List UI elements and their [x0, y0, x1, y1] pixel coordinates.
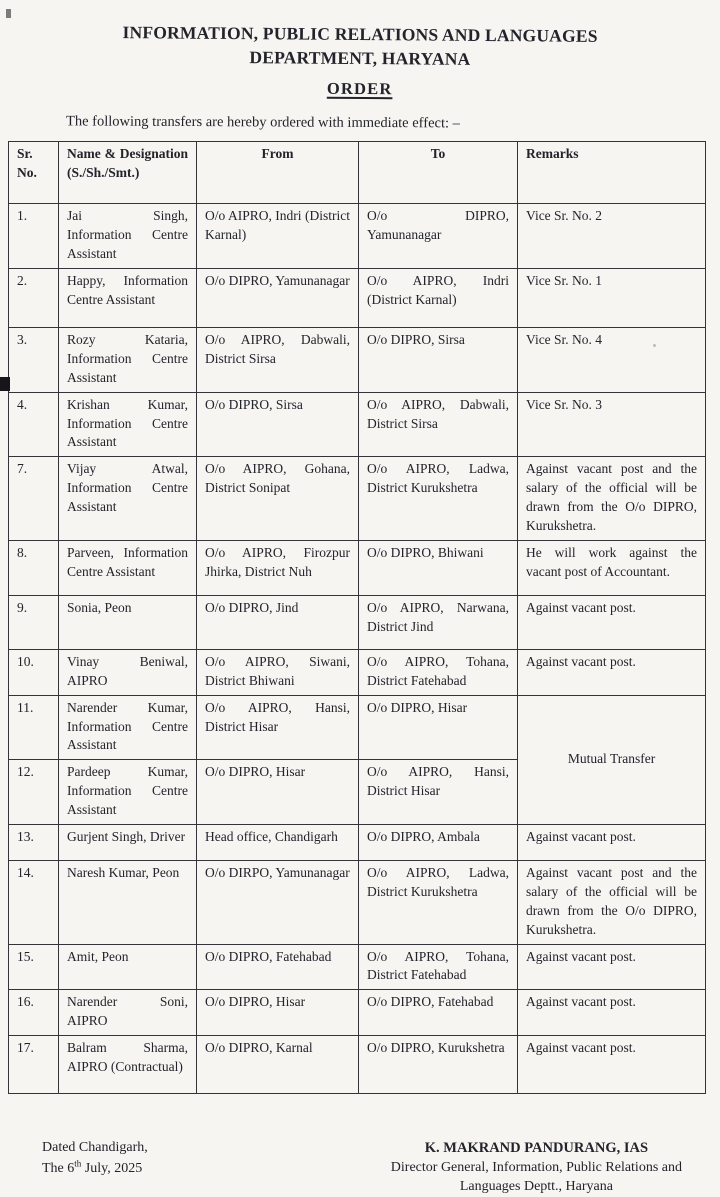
- table-row: [9, 540, 706, 595]
- title-line-1: INFORMATION, PUBLIC RELATIONS AND LANGUAGES: [122, 22, 598, 46]
- cell-from: O/o AIPRO, Siwani, District Bhiwani: [197, 649, 359, 695]
- cell-to: O/o AIPRO, Ladwa, District Kurukshetra: [359, 860, 518, 944]
- cell-name-designation: Krishan Kumar, Information Centre Assistant: [59, 392, 197, 457]
- table-row: [9, 649, 706, 695]
- cell-name-designation: Happy, Information Centre Assistant: [59, 268, 197, 327]
- cell-remarks: Against vacant post.: [518, 595, 706, 649]
- cell-sr-no: 2.: [9, 268, 59, 327]
- table-row: [9, 457, 706, 541]
- cell-to: O/o AIPRO, Tohana, District Fatehabad: [359, 944, 518, 990]
- dated-block: [42, 1138, 148, 1179]
- title-line-2: DEPARTMENT, HARYANA: [249, 47, 471, 70]
- cell-name-designation: Amit, Peon: [59, 944, 197, 990]
- cell-remarks: Against vacant post and the salary of the official will be drawn from the O/o DIPRO, Kurukshetra.: [518, 457, 706, 541]
- cell-sr-no: 13.: [9, 824, 59, 860]
- table-row: [9, 695, 706, 760]
- cell-from: O/o AIPRO, Gohana, District Sonipat: [197, 457, 359, 541]
- cell-from: O/o DIPRO, Hisar: [197, 760, 359, 825]
- cell-name-designation: Naresh Kumar, Peon: [59, 860, 197, 944]
- signatory-designation-line1: Director General, Information, Public Relations and: [390, 1160, 682, 1176]
- cell-name-designation: Parveen, Information Centre Assistant: [59, 540, 197, 595]
- cell-from: O/o DIPRO, Sirsa: [197, 392, 359, 457]
- cell-name-designation: Vijay Atwal, Information Centre Assistant: [59, 457, 197, 541]
- cell-name-designation: Vinay Beniwal, AIPRO: [59, 649, 197, 695]
- cell-name-designation: Rozy Kataria, Information Centre Assistant: [59, 327, 197, 392]
- cell-to: O/o AIPRO, Ladwa, District Kurukshetra: [359, 457, 518, 541]
- cell-sr-no: 1.: [9, 204, 59, 269]
- cell-remarks: He will work against the vacant post of Accountant.: [518, 540, 706, 595]
- cell-to: O/o DIPRO, Sirsa: [359, 327, 518, 392]
- table-row: [9, 268, 706, 327]
- cell-remarks: Vice Sr. No. 1: [518, 268, 706, 327]
- cell-sr-no: 11.: [9, 695, 59, 760]
- header-remarks: Remarks: [518, 142, 706, 204]
- cell-remarks: Mutual Transfer: [518, 695, 706, 824]
- transfer-table-body: [9, 204, 706, 1094]
- cell-sr-no: 15.: [9, 944, 59, 990]
- table-row: [9, 204, 706, 269]
- cell-remarks: Against vacant post.: [518, 1036, 706, 1094]
- cell-from: O/o DIPRO, Hisar: [197, 990, 359, 1036]
- cell-remarks: Against vacant post.: [518, 824, 706, 860]
- cell-remarks: Vice Sr. No. 4: [518, 327, 706, 392]
- table-row: [9, 327, 706, 392]
- cell-to: O/o DIPRO, Ambala: [359, 824, 518, 860]
- cell-to: O/o DIPRO, Kurukshetra: [359, 1036, 518, 1094]
- cell-from: O/o DIPRO, Jind: [197, 595, 359, 649]
- signatory-designation-line2: Languages Deptt., Haryana: [459, 1179, 613, 1195]
- cell-from: O/o AIPRO, Hansi, District Hisar: [197, 695, 359, 760]
- cell-from: O/o DIPRO, Karnal: [197, 1036, 359, 1094]
- cell-to: O/o AIPRO, Dabwali, District Sirsa: [359, 392, 518, 457]
- cell-from: O/o DIPRO, Yamunanagar: [197, 268, 359, 327]
- cell-to: O/o AIPRO, Hansi, District Hisar: [359, 760, 518, 825]
- cell-name-designation: Gurjent Singh, Driver: [59, 824, 197, 860]
- cell-remarks: Vice Sr. No. 3: [518, 392, 706, 457]
- cell-remarks: Vice Sr. No. 2: [518, 204, 706, 269]
- cell-to: O/o DIPRO, Hisar: [359, 695, 518, 760]
- cell-remarks: Against vacant post and the salary of the official will be drawn from the O/o DIPRO, Kurukshetra.: [518, 860, 706, 944]
- cell-sr-no: 16.: [9, 990, 59, 1036]
- cell-sr-no: 8.: [9, 540, 59, 595]
- cell-from: O/o AIPRO, Dabwali, District Sirsa: [197, 327, 359, 392]
- cell-sr-no: 14.: [9, 860, 59, 944]
- cell-remarks: Against vacant post.: [518, 990, 706, 1036]
- cell-sr-no: 12.: [9, 760, 59, 825]
- cell-sr-no: 7.: [9, 457, 59, 541]
- cell-to: O/o AIPRO, Narwana, District Jind: [359, 595, 518, 649]
- signatory-name: K. MAKRAND PANDURANG, IAS: [424, 1140, 649, 1157]
- cell-remarks: Against vacant post.: [518, 649, 706, 695]
- cell-name-designation: Narender Soni, AIPRO: [59, 990, 197, 1036]
- table-row: [9, 990, 706, 1036]
- dated-place: Dated Chandigarh,: [42, 1140, 148, 1156]
- cell-sr-no: 4.: [9, 392, 59, 457]
- cell-from: O/o AIPRO, Indri (District Karnal): [197, 204, 359, 269]
- cell-sr-no: 3.: [9, 327, 59, 392]
- cell-remarks: Against vacant post.: [518, 944, 706, 990]
- cell-sr-no: 17.: [9, 1036, 59, 1094]
- cell-from: O/o DIRPO, Yamunanagar: [197, 860, 359, 944]
- table-row: [9, 595, 706, 649]
- cell-name-designation: Balram Sharma, AIPRO (Contractual): [59, 1036, 197, 1094]
- table-row: [9, 860, 706, 944]
- cell-to: O/o AIPRO, Indri (District Karnal): [359, 268, 518, 327]
- document-header: [0, 0, 720, 102]
- cell-to: O/o DIPRO, Fatehabad: [359, 990, 518, 1036]
- cell-to: O/o DIPRO, Bhiwani: [359, 540, 518, 595]
- cell-to: O/o AIPRO, Tohana, District Fatehabad: [359, 649, 518, 695]
- table-row: [9, 944, 706, 990]
- cell-sr-no: 10.: [9, 649, 59, 695]
- table-header-row: [9, 142, 706, 204]
- cell-to: O/o DIPRO, Yamunanagar: [359, 204, 518, 269]
- intro-sentence: The following transfers are hereby ordered with immediate effect: –: [65, 113, 460, 132]
- header-name-designation: Name & Designation (S./Sh./Smt.): [59, 142, 197, 204]
- scan-speck: [653, 344, 656, 347]
- cell-from: O/o DIPRO, Fatehabad: [197, 944, 359, 990]
- table-row: [9, 392, 706, 457]
- cell-sr-no: 9.: [9, 595, 59, 649]
- cell-name-designation: Sonia, Peon: [59, 595, 197, 649]
- department-title: [60, 20, 660, 73]
- cell-name-designation: Pardeep Kumar, Information Centre Assistant: [59, 760, 197, 825]
- cell-from: O/o AIPRO, Firozpur Jhirka, District Nuh: [197, 540, 359, 595]
- cell-name-designation: Narender Kumar, Information Centre Assistant: [59, 695, 197, 760]
- cell-name-designation: Jai Singh, Information Centre Assistant: [59, 204, 197, 269]
- transfer-orders-table: [8, 141, 706, 1094]
- order-heading: ORDER: [326, 79, 393, 99]
- cell-from: Head office, Chandigarh: [197, 824, 359, 860]
- document-footer: [0, 1138, 720, 1197]
- dated-date: The 6th July, 2025: [42, 1158, 143, 1177]
- header-to: To: [359, 142, 518, 204]
- table-row: [9, 824, 706, 860]
- header-from: From: [197, 142, 359, 204]
- table-row: [9, 1036, 706, 1094]
- scan-artifact-mark: [0, 377, 10, 391]
- header-sr-no: Sr. No.: [9, 142, 59, 204]
- signature-block: [391, 1138, 682, 1197]
